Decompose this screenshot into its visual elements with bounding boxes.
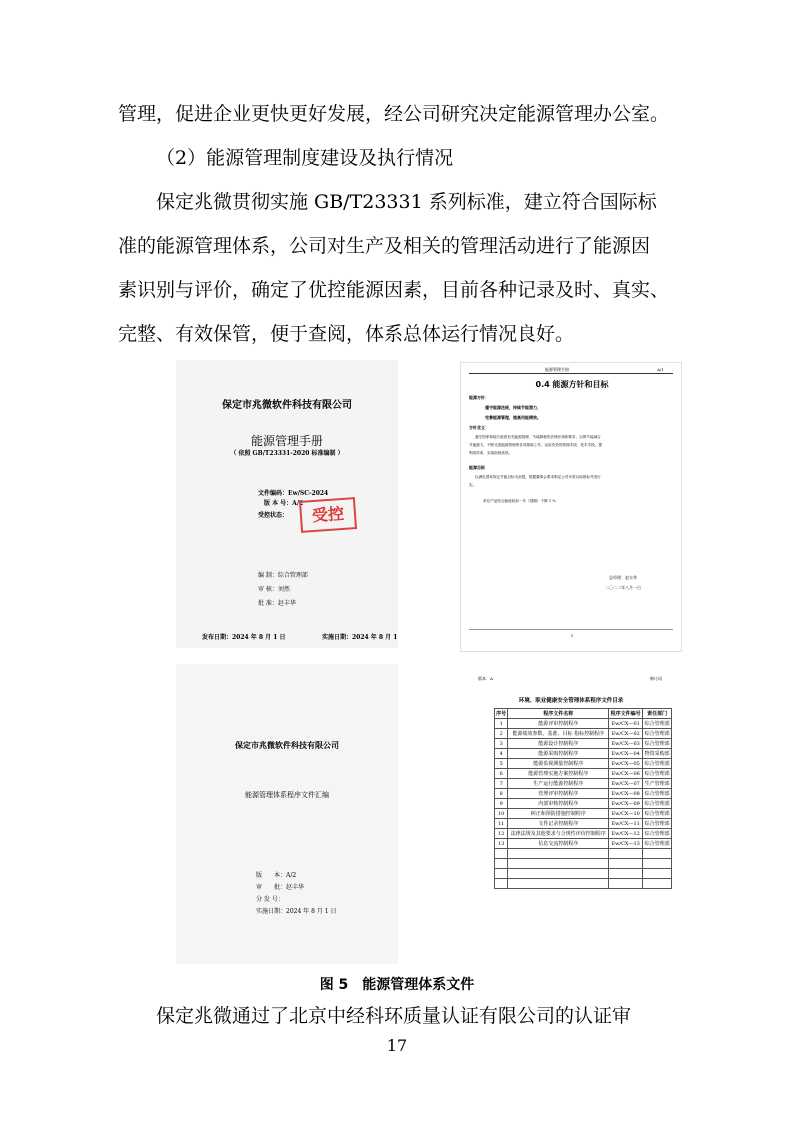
page-number: 17: [386, 1036, 408, 1055]
policy-line: 遵守能源法规，持续节能潜力，: [485, 405, 541, 410]
target-line: 单位产品综合能耗较前一年（基期）下降 1 %: [483, 499, 556, 503]
table-cell: 管理评审控制程序: [508, 789, 609, 799]
table-cell: [643, 859, 672, 869]
table-cell: Ew/CX—09: [609, 799, 643, 809]
table-row: [495, 729, 672, 739]
table-row: [495, 799, 672, 809]
table-cell: 12: [495, 829, 508, 839]
table-cell: [495, 879, 508, 889]
table-cell: Ew/CX—11: [609, 819, 643, 829]
policy-title: 0.4 能源方针和目标: [535, 380, 609, 389]
table-cell: 生产管理部: [643, 779, 672, 789]
table-header-cell: 责任部门: [643, 709, 672, 719]
table-cell: 13: [495, 839, 508, 849]
table-cell: [609, 879, 643, 889]
table-cell: 信息交流控制程序: [508, 839, 609, 849]
section-heading: [118, 136, 678, 180]
table-cell: 能源管理实施方案控制程序: [508, 769, 609, 779]
cover-compiled: 编 制：综合管理部: [258, 572, 308, 579]
table-row: [495, 779, 672, 789]
table-cell: [495, 849, 508, 859]
policy-page-number: 1: [570, 633, 574, 638]
compilation-title: 能源管理体系程序文件汇编: [245, 791, 329, 799]
meaning-line: 节能潜力，不断完善能源管理的各项基础工作，运用有效的管理手段、技术手段，提: [469, 443, 602, 447]
header-rule: [469, 373, 673, 374]
list-title: 环境、职业健康安全管理体系程序文件目录: [518, 698, 624, 704]
table-row: [495, 719, 672, 729]
meaning-line: 遵守国家和地方政府有关能源管理、节能降耗的法律法规和要求，以保节能减合: [475, 435, 601, 439]
cover-title: 能源管理手册: [250, 434, 323, 448]
cover-company: 保定市兆微软件科技有限公司: [222, 400, 352, 411]
table-row: [495, 839, 672, 849]
table-cell: Ew/CX—04: [609, 749, 643, 759]
table-cell: Ew/CX—01: [609, 719, 643, 729]
cover-version: 版 本 号：A/2: [264, 500, 304, 507]
table-cell: Ew/CX—08: [609, 789, 643, 799]
table-cell: 综合管理部: [643, 819, 672, 829]
table-cell: 综合管理部: [643, 839, 672, 849]
sign-date: 二〇二二年八月一日: [605, 585, 641, 590]
table-cell: 10: [495, 809, 508, 819]
table-cell: 生产运行能源控制程序: [508, 779, 609, 789]
table-row: [495, 819, 672, 829]
paragraph-intro-line: [118, 92, 678, 136]
table-cell: 7: [495, 779, 508, 789]
table-cell: Ew/CX—10: [609, 809, 643, 819]
text-line: 素识别与评价，确定了优控能源因素，目前各种记录及时、真实、: [118, 279, 670, 301]
table-empty-row: [495, 849, 672, 859]
footer-rule: [469, 629, 673, 630]
paragraph-certification: [118, 994, 678, 1038]
table-cell: Ew/CX—06: [609, 769, 643, 779]
table-cell: 能源设计控制程序: [508, 739, 609, 749]
compilation-issue-no: 分 发 号：: [256, 896, 284, 903]
table-cell: Ew/CX—07: [609, 779, 643, 789]
table-cell: 综合管理部: [643, 769, 672, 779]
figure-caption: 图 5 能源管理体系文件: [319, 977, 475, 993]
table-row: [495, 789, 672, 799]
table-cell: [495, 859, 508, 869]
table-cell: [609, 859, 643, 869]
table-cell: 能源评审控制程序: [508, 719, 609, 729]
table-header-cell: 程序文件编号: [609, 709, 643, 719]
heading-text: （2）能源管理制度建设及执行情况: [156, 147, 454, 169]
energy-manual-cover-image: [176, 360, 398, 648]
table-cell: 能源采购控制程序: [508, 749, 609, 759]
table-row: [495, 739, 672, 749]
table-cell: 6: [495, 769, 508, 779]
table-cell: [643, 849, 672, 859]
meaning-line: 利用效率，实现低耗高效。: [469, 451, 513, 455]
list-header-right: 修订码: [650, 676, 662, 681]
table-cell: 综合管理部: [643, 739, 672, 749]
table-cell: 8: [495, 789, 508, 799]
policy-line: 完善能源管理，提高用能绩效。: [485, 415, 541, 420]
policy-label: 能源方针：: [469, 395, 489, 400]
table-cell: 4: [495, 749, 508, 759]
table-row: [495, 769, 672, 779]
table-cell: Ew/CX—12: [609, 829, 643, 839]
table-row: [495, 749, 672, 759]
procedure-table: [494, 708, 672, 889]
table-cell: 9: [495, 799, 508, 809]
table-cell: 11: [495, 819, 508, 829]
table-empty-row: [495, 869, 672, 879]
target-line: 实。: [469, 483, 477, 487]
table-cell: 能源监视测量控制程序: [508, 759, 609, 769]
meaning-label: 方针含义：: [469, 425, 489, 430]
compilation-company: 保定市兆微软件科技有限公司: [235, 741, 339, 750]
page-header-left: 能源管理手册: [545, 367, 569, 372]
text-line: 保定兆微通过了北京中经科环质量认证有限公司的认证审: [156, 1005, 632, 1027]
procedure-file-list-image: [460, 668, 682, 958]
text-line: 管理，促进企业更快更好发展，经公司研究决定能源管理办公室。: [118, 103, 670, 125]
list-header-left: 版本：A: [478, 676, 493, 681]
target-label: 能源目标: [469, 465, 485, 470]
table-empty-row: [495, 859, 672, 869]
cover-effective-date: 实施日期：2024 年 8 月 1: [322, 634, 398, 641]
table-row: [495, 759, 672, 769]
table-cell: 综合管理部: [643, 759, 672, 769]
target-line: 以满足国家规定节能目标为前提，根据董事会要求制定公司年度目标指标并进行: [475, 475, 601, 479]
table-cell: 1: [495, 719, 508, 729]
table-cell: 法律法规及其他要求与合规性评价控制程序: [508, 829, 609, 839]
table-cell: [495, 869, 508, 879]
table-cell: 3: [495, 739, 508, 749]
table-empty-row: [495, 879, 672, 889]
paragraph-energy-system: [118, 180, 678, 356]
energy-policy-page-image: [460, 362, 682, 652]
table-cell: [508, 859, 609, 869]
procedure-compilation-cover-image: [176, 664, 398, 964]
table-cell: [643, 879, 672, 889]
table-cell: 综合管理部: [643, 719, 672, 729]
table-cell: 物资采购部: [643, 749, 672, 759]
table-cell: 2: [495, 729, 508, 739]
text-line: 准的能源管理体系，公司对生产及相关的管理活动进行了能源因: [118, 235, 651, 257]
table-cell: Ew/CX—05: [609, 759, 643, 769]
table-cell: 综合管理部: [643, 809, 672, 819]
table-cell: 综合管理部: [643, 729, 672, 739]
table-cell: 文件记录控制程序: [508, 819, 609, 829]
table-row: [495, 809, 672, 819]
table-cell: [508, 849, 609, 859]
table-cell: Ew/CX—02: [609, 729, 643, 739]
table-cell: [508, 869, 609, 879]
cover-doc-no: 文件编码：Ew/SC-2024: [258, 490, 329, 497]
page-header-right: A/1: [657, 367, 664, 372]
table-header-cell: 序号: [495, 709, 508, 719]
table-cell: [643, 869, 672, 879]
table-cell: 能源绩效参数、基准、目标 指标控制程序: [508, 729, 609, 739]
table-cell: 5: [495, 759, 508, 769]
controlled-stamp: 受控: [299, 497, 357, 533]
table-cell: [508, 879, 609, 889]
compilation-date: 实施日期：2024 年 8 月 1 日: [256, 908, 337, 915]
table-cell: 综合管理部: [643, 829, 672, 839]
table-cell: 综合管理部: [643, 799, 672, 809]
table-row: [495, 829, 672, 839]
table-cell: 综合管理部: [643, 789, 672, 799]
table-cell: 内部审核控制程序: [508, 799, 609, 809]
cover-approved: 批 准：赵丰华: [258, 600, 296, 607]
cover-control-status: 受控状态：: [258, 512, 289, 519]
cover-release-date: 发布日期：2024 年 8 月 1 日: [202, 634, 286, 641]
compilation-version: 版 本：A/2: [256, 872, 297, 879]
table-cell: [609, 849, 643, 859]
table-cell: 纠正和预防措施控制程序: [508, 809, 609, 819]
text-line: 保定兆微贯彻实施 GB/T23331 系列标准，建立符合国际标: [156, 191, 657, 213]
compilation-reviewed: 审 批：赵丰华: [256, 884, 305, 891]
table-header-cell: 程序文件名称: [508, 709, 609, 719]
table-cell: Ew/CX—13: [609, 839, 643, 849]
signer: 总经理：赵丰华: [609, 575, 637, 580]
text-line: 完整、有效保管，便于查阅，体系总体运行情况良好。: [118, 323, 575, 345]
cover-subtitle: （ 依照 GB/T23331-2020 标准编制 ）: [230, 450, 344, 457]
table-cell: Ew/CX—03: [609, 739, 643, 749]
cover-reviewed: 审 核：刘然: [258, 586, 290, 593]
table-cell: [609, 869, 643, 879]
